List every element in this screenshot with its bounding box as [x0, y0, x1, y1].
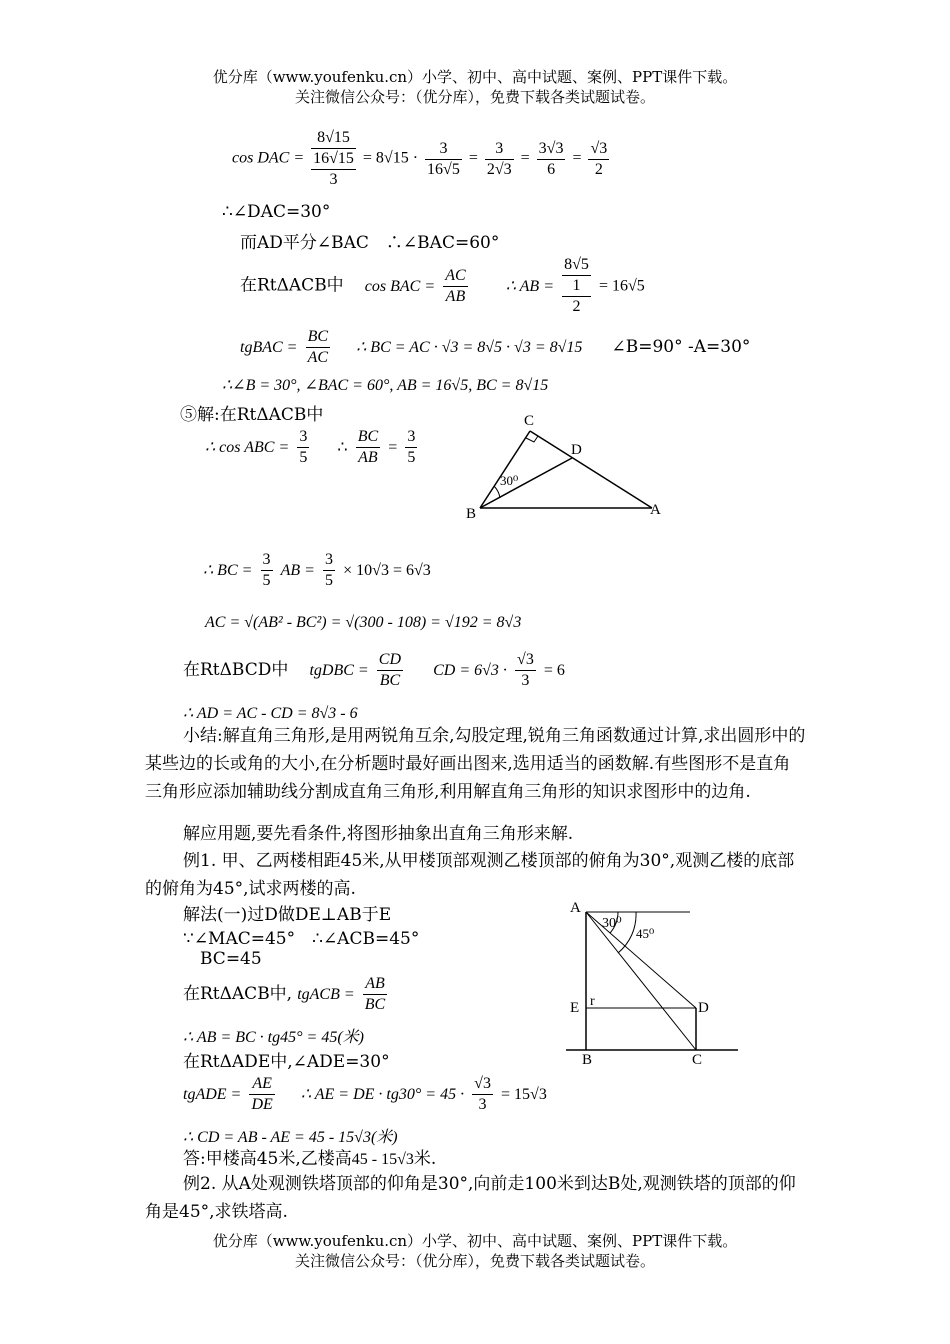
example-1-sol-1: 解法(一)过D做DE⊥AB于E: [183, 905, 392, 925]
side-ca: [530, 431, 652, 508]
ab-frac: [562, 255, 591, 317]
cos-dac-frac-3: [485, 139, 514, 180]
ae-result: = 15√3: [501, 1086, 547, 1103]
frac-num: CD: [377, 650, 403, 671]
rt-acb-label: 在RtΔACB中: [240, 275, 344, 296]
tg-bac-line: [240, 327, 750, 368]
bc-line: [203, 550, 431, 591]
rt-bcd-label: 在RtΔBCD中: [183, 660, 289, 680]
frac-den: AB: [358, 449, 378, 466]
therefore: ∴: [337, 439, 348, 456]
label-a: A: [570, 900, 581, 916]
tg-ade-label: tgADE =: [183, 1086, 242, 1103]
summary-paragraph-1: 小结:解直角三角形,是用两锐角互余,勾股定理,锐角三角函数通过计算,求出圆形中的某些边的长或角的大小,在分析题时最好画出图来,选用适当的函数解.有些图形不是直角三角形应添加辅助线分割成直角三角形,利用解直角三角形的知识求图形中的边角.: [145, 726, 806, 802]
label-b: B: [466, 506, 477, 522]
frac-num: 3√3: [537, 139, 566, 160]
tg-bac-frac: [306, 327, 330, 368]
frac-num: √3: [472, 1074, 493, 1095]
equals: =: [388, 439, 398, 456]
frac-den: 16√15: [311, 149, 356, 170]
angle-b: ∠B=90° -A=30°: [611, 337, 751, 357]
rt-ade-line: 在RtΔADE中,∠ADE=30°: [183, 1052, 390, 1072]
frac-num: 3: [425, 139, 462, 160]
example-2-statement: 例2. 从A处观测铁塔顶部的仰角是30°,向前走100米到达B处,观测铁塔的顶部的仰角是45°,求铁塔高.: [145, 1174, 796, 1222]
frac-num: 3: [297, 427, 309, 448]
frac-den: 3: [521, 672, 530, 689]
answer-value: 45 - 15√3: [351, 1151, 414, 1168]
bc-line-a: ∴ BC =: [203, 562, 253, 579]
label-b: B: [582, 1052, 593, 1068]
frac-den: AC: [307, 349, 329, 366]
label-c: C: [692, 1052, 703, 1068]
part5-title: ⑤解:在RtΔACB中: [180, 405, 324, 425]
frac-den: DE: [251, 1096, 273, 1113]
frac-num: AE: [249, 1074, 274, 1095]
bc-calc: ∴ BC = AC · √3 = 8√5 · √3 = 8√15: [356, 339, 583, 356]
ae-frac: [472, 1074, 493, 1115]
bc-line-b: AB =: [280, 562, 315, 579]
tg-bac-label: tgBAC =: [240, 339, 298, 356]
angle-30-label: 30⁰: [500, 473, 519, 488]
label-e: E: [570, 1000, 580, 1016]
frac-den: AB: [445, 287, 466, 305]
cos-abc-line: [205, 427, 420, 468]
header-line-2: 关注微信公众号：（优分库），免费下载各类试题试卷。: [294, 88, 655, 106]
cos-dac-frac-1: [311, 128, 356, 190]
tg-ade-frac: [249, 1074, 274, 1115]
label-a: A: [650, 502, 661, 518]
frac-den: BC: [379, 672, 401, 689]
summary-4: ∴∠B = 30°, ∠BAC = 60°, AB = 16√5, BC = 8√15: [222, 377, 549, 394]
bc-line-frac-1: [261, 550, 273, 591]
answer-line: [183, 1144, 436, 1169]
cos-bac-line: [240, 255, 645, 317]
cos-bac-frac: [443, 266, 467, 307]
frac-den: 16√5: [427, 160, 460, 178]
frac-den: 2: [594, 160, 603, 178]
bc-line-frac-2: [323, 550, 335, 591]
frac-num: AC: [443, 266, 467, 287]
bc-ab-val-frac: [405, 427, 417, 468]
segment-bd: [480, 458, 572, 508]
cos-bac-label: cos BAC =: [364, 277, 436, 295]
tg-ade-line: [183, 1074, 547, 1115]
frac-den: 5: [407, 449, 416, 466]
cos-dac-label: cos DAC =: [232, 149, 305, 167]
footer-line-2: 关注微信公众号：（优分库），免费下载各类试题试卷。: [294, 1252, 655, 1270]
frac-den-2: 3: [329, 171, 338, 188]
frac-den-num: 1: [562, 276, 591, 297]
cos-dac-equation: cos DAC = 8√15 16√15 3 = 8√15 · $\frac{3}{16√5}$ = $\frac{3}{2√3}$ = $\frac{3√3}{6}$ = $\frac{√3}{2}$: [232, 129, 608, 188]
frac-den: 3: [478, 1096, 487, 1113]
building-figure-2: [560, 898, 750, 1070]
rt-acb-label: 在RtΔACB中,: [183, 984, 293, 1004]
cos-dac-frac-5: [588, 139, 609, 180]
frac-den: 2√3: [486, 160, 512, 178]
bc-ab-frac: [356, 427, 380, 468]
tg-dbc-label: tgDBC =: [309, 662, 369, 679]
bc-line-c: × 10√3 = 6√3: [343, 562, 431, 579]
frac-den: BC: [364, 996, 386, 1013]
angle-45-label: 45⁰: [636, 926, 655, 941]
answer-text-a: 答:甲楼高45米,乙楼高: [183, 1149, 352, 1169]
frac-num: √3: [588, 139, 609, 160]
label-d: D: [698, 1000, 709, 1016]
cd-result: = 6: [543, 662, 565, 679]
answer-text-b: 米.: [413, 1149, 437, 1169]
tg-dbc-frac: [377, 650, 403, 691]
cos-dac-frac-2: [425, 139, 462, 180]
ad-line: ∴ AD = AC - CD = 8√3 - 6: [183, 705, 358, 722]
angle-30-label: 30⁰: [602, 916, 622, 931]
dac-30: ∴∠DAC=30°: [222, 202, 331, 222]
frac-num: 3: [323, 550, 335, 571]
rt-bcd-line: [183, 650, 565, 691]
frac-den-den: 2: [572, 298, 581, 315]
cd-frac: [515, 650, 536, 691]
example-1-statement: 例1. 甲、乙两楼相距45米,从甲楼顶部观测乙楼顶部的俯角为30°,观测乙楼的底部的俯角为45°,试求两楼的高.: [145, 851, 795, 899]
frac-num: AB: [363, 974, 387, 995]
frac-num: √3: [515, 650, 536, 671]
label-c: C: [524, 413, 535, 429]
ab-line: ∴ AB = BC · tg45° = 45(米): [183, 1029, 364, 1046]
cos-abc-label: ∴ cos ABC =: [205, 439, 290, 456]
frac-den: 6: [547, 160, 556, 178]
example-1-sol-2: ∵∠MAC=45° ∴∠ACB=45°: [183, 929, 420, 949]
frac-num: 8√15: [311, 128, 356, 149]
triangle-figure-1: [460, 408, 680, 523]
frac-num: BC: [356, 427, 380, 448]
cd-label: CD = 6√3 ·: [433, 662, 507, 679]
summary-paragraph-2: 解应用题,要先看条件,将图形抽象出直角三角形来解.: [183, 824, 574, 844]
footer-line-1: 优分库（www.youfenku.cn）小学、初中、高中试题、案例、PPT课件下载。: [212, 1232, 738, 1250]
ab-label: ∴ AB =: [505, 277, 554, 295]
cos-dac-mid: = 8√15 ·: [362, 149, 419, 167]
ae-label: ∴ AE = DE · tg30° = 45 ·: [300, 1086, 465, 1103]
frac-num: 8√5: [562, 255, 591, 276]
ad-bisect: 而AD平分∠BAC ∴∠BAC=60°: [240, 233, 500, 253]
tg-acb-line: [183, 974, 390, 1015]
header-line-1: 优分库（www.youfenku.cn）小学、初中、高中试题、案例、PPT课件下载。: [212, 68, 738, 86]
frac-num: 3: [261, 550, 273, 571]
example-1-sol-3: BC=45: [200, 949, 262, 969]
frac-num: 3: [405, 427, 417, 448]
frac-den: 5: [325, 572, 334, 589]
tg-acb-frac: [363, 974, 387, 1015]
ab-result: = 16√5: [598, 277, 645, 295]
cos-dac-frac-4: [537, 139, 566, 180]
tg-acb-label: tgACB =: [297, 986, 355, 1003]
frac-den: 5: [262, 572, 271, 589]
cd-line: ∴ CD = AB - AE = 45 - 15√3(米): [183, 1129, 398, 1146]
frac-num: BC: [306, 327, 330, 348]
frac-den: 5: [299, 449, 308, 466]
ac-line: AC = √(AB² - BC²) = √(300 - 108) = √192 = 8√3: [205, 614, 522, 631]
side-bc: [480, 431, 530, 508]
right-angle-mark: [526, 436, 538, 442]
label-d: D: [571, 442, 582, 458]
cos-abc-frac: [297, 427, 309, 468]
label-r: r: [590, 994, 595, 1009]
frac-num: 3: [485, 139, 514, 160]
